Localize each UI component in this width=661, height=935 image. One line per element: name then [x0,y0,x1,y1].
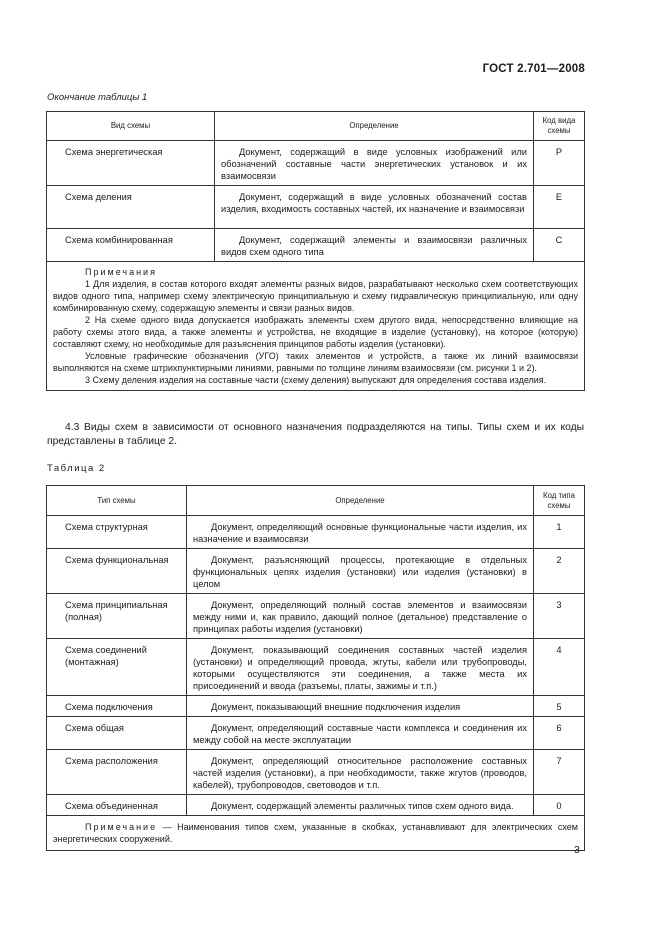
table1-notes [47,262,585,391]
schema-name: Схема деления [47,186,215,229]
table2-title: Таблица 2 [47,463,106,474]
document-header: ГОСТ 2.701—2008 [482,63,585,75]
table-row [47,795,585,816]
schema-type-code: 6 [534,717,585,750]
table-row [47,696,585,717]
table1-header-row [47,112,585,141]
schema-type-code: 3 [534,594,585,639]
schema-type-definition: Документ, содержащий элементы различных типов схем одного вида. [187,795,534,816]
schema-name: Схема энергетическая [47,141,215,186]
table1-column-header: Код вида схемы [534,112,585,141]
schema-name: Схема комбинированная [47,229,215,262]
schema-code: Р [534,141,585,186]
schema-type-name: Схема структурная [47,516,187,549]
schema-type-name: Схема объединенная [47,795,187,816]
table-row [47,717,585,750]
table2-column-header: Тип схемы [47,486,187,516]
schema-type-name: Схема соединений (монтажная) [47,639,187,696]
note-item: 2 На схеме одного вида допускается изображать элементы схем другого вида, непосредственно влияющие на работу схемы этого вида, а также элементы и устройства, не входящие в изделие (установку), на которое (которую) составляют схему, но необходимые для разъяснения принципов работы изделия (установки). [53,315,578,349]
note-heading: Примечание [85,822,158,832]
table2-note [47,816,585,851]
schema-type-code: 7 [534,750,585,795]
table2-header-row [47,486,585,516]
schema-type-definition: Документ, определяющий основные функциональные части изделия, их назначение и взаимосвязи [187,516,534,549]
schema-type-name: Схема общая [47,717,187,750]
table-row [47,516,585,549]
table-row [47,549,585,594]
schema-type-definition: Документ, показывающий внешние подключения изделия [187,696,534,717]
table2 [46,485,585,851]
note-text: — Наименования типов схем, указанные в скобках, устанавливают для электрических схем энергетических сооружений. [53,822,578,844]
notes-heading: Примечания [85,267,157,277]
schema-type-definition: Документ, показывающий соединения составных частей изделия (установки) и определяющий провода, жгуты, кабели или трубопроводы, которыми осуществляются эти соединения, а также места их присоединений и ввода (разъемы, платы, зажимы и т.п.) [187,639,534,696]
schema-definition: Документ, содержащий в виде условных обозначений состав изделия, входимость составных частей, их назначение и взаимосвязи [215,186,534,229]
schema-code: Е [534,186,585,229]
schema-type-definition: Документ, определяющий полный состав элементов и взаимосвязи между ними и, как правило, дающий полное (детальное) представление о принципах работы изделия (установки) [187,594,534,639]
table1-caption: Окончание таблицы 1 [47,92,148,103]
schema-type-code: 4 [534,639,585,696]
schema-type-definition: Документ, разъясняющий процессы, протекающие в отдельных функциональных цепях изделия (установки) или изделия (установки) в целом [187,549,534,594]
schema-code: С [534,229,585,262]
schema-type-code: 2 [534,549,585,594]
table2-note-row [47,816,585,851]
table-row [47,639,585,696]
schema-definition: Документ, содержащий в виде условных изображений или обозначений составные части энергетических установок и их взаимосвязи [215,141,534,186]
table-row [47,750,585,795]
table1-column-header: Вид схемы [47,112,215,141]
schema-type-definition: Документ, определяющий составные части комплекса и соединения их между собой на месте эксплуатации [187,717,534,750]
table2-column-header: Определение [187,486,534,516]
table1-column-header: Определение [215,112,534,141]
table2-column-header: Код типа схемы [534,486,585,516]
schema-type-code: 1 [534,516,585,549]
schema-type-definition: Документ, определяющий относительное расположение составных частей изделия (установки), а при необходимости, также жгутов (проводов, кабелей), трубопроводов, световодов и т.п. [187,750,534,795]
schema-type-name: Схема принципиальная (полная) [47,594,187,639]
schema-definition: Документ, содержащий элементы и взаимосвязи различных видов схем одного типа [215,229,534,262]
note-item: Условные графические обозначения (УГО) таких элементов и устройств, а также их линий взаимосвязи выполняются на схеме штрихпунктирными линиями, равными по толщине линиям взаимосвязи (см. рисунки 1 и 2). [53,351,578,373]
schema-type-name: Схема расположения [47,750,187,795]
table-row [47,141,585,186]
table-row [47,229,585,262]
schema-type-name: Схема подключения [47,696,187,717]
page-number: 3 [574,844,580,856]
schema-type-code: 0 [534,795,585,816]
table-row [47,186,585,229]
table1-notes-row [47,262,585,391]
schema-type-code: 5 [534,696,585,717]
section-paragraph: 4.3 Виды схем в зависимости от основного назначения подразделяются на типы. Типы схем и их коды представлены в таблице 2. [47,422,584,447]
schema-type-name: Схема функциональная [47,549,187,594]
note-item: 3 Схему деления изделия на составные части (схему деления) выпускают для определения состава изделия. [85,375,547,385]
note-item: 1 Для изделия, в состав которого входят элементы разных видов, разрабатывают несколько схем соответствующих видов одного типа, например схему электрическую принципиальную и схему гидравлическую принципиальную, или одну комбинированную схему, содержащую элементы и связи разных видов. [53,279,578,313]
table1 [46,111,585,391]
table-row [47,594,585,639]
